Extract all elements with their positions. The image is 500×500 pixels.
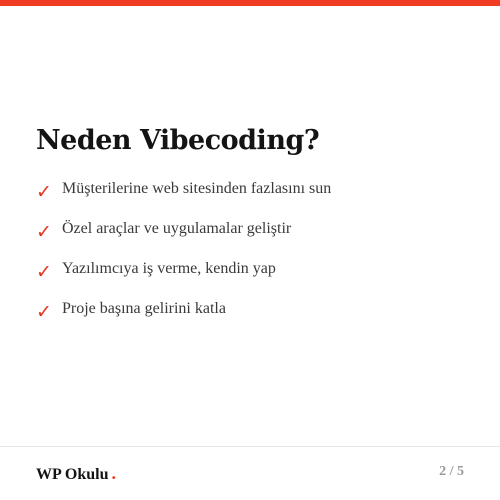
list-item — [36, 258, 331, 283]
list-item — [36, 218, 331, 243]
list-item-text: Müşterilerine web sitesinden fazlasını sun — [62, 180, 332, 197]
slide-title: Neden Vibecoding? — [36, 125, 320, 156]
page-counter: 2 / 5 — [439, 464, 464, 479]
brand-logo — [36, 463, 116, 484]
list-item-text: Özel araçlar ve uygulamalar geliştir — [62, 220, 292, 237]
brand-dot: . — [111, 463, 116, 483]
list-item — [36, 178, 332, 203]
list-item-text: Yazılımcıya iş verme, kendin yap — [62, 260, 276, 277]
checkmark-icon: ✓ — [36, 301, 52, 323]
brand-name: WP Okulu — [36, 466, 109, 483]
footer-divider — [0, 446, 500, 447]
benefits-list — [36, 178, 331, 338]
checkmark-icon: ✓ — [36, 261, 52, 283]
checkmark-icon: ✓ — [36, 221, 52, 243]
list-item-text: Proje başına gelirini katla — [62, 300, 226, 317]
top-accent-bar — [0, 0, 500, 6]
checkmark-icon: ✓ — [36, 181, 52, 203]
list-item — [36, 298, 331, 323]
